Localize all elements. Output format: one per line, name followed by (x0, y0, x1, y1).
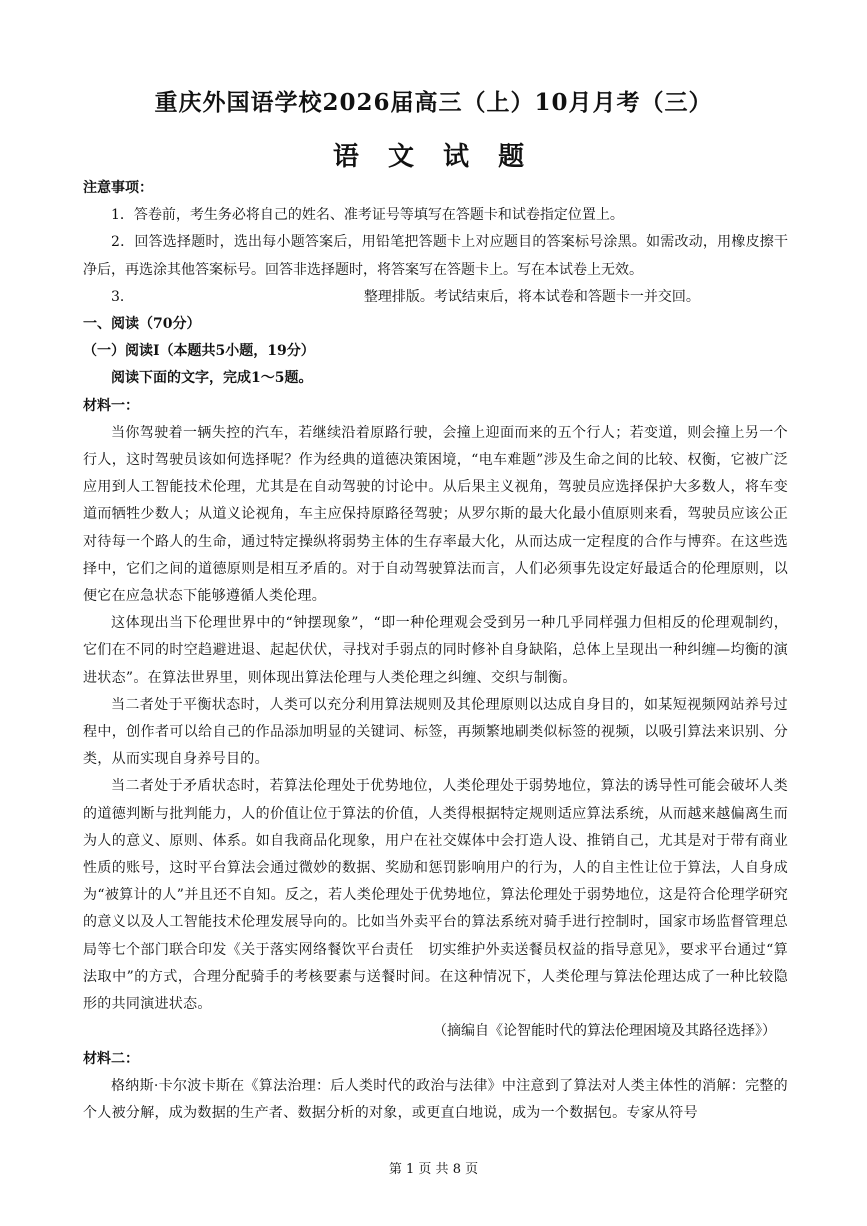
section-heading-reading: 一、阅读（70分） (83, 316, 201, 333)
exam-body (83, 175, 788, 1127)
notice-item-1: 1．答卷前，考生务必将自己的姓名、准考证号等填写在答题卡和试卷指定位置上。 (111, 207, 624, 224)
page-number: 第 1 页 共 8 页 (388, 1162, 479, 1177)
material-2-label: 材料二： (83, 1050, 139, 1067)
subject-title: 语 文 试 题 (332, 142, 535, 172)
notice-item-3 (83, 284, 788, 311)
material-1-paragraph-2: 这体现出当下伦理世界中的“钟摆现象”，“即一种伦理观会受到另一种几乎同样强力但相反的伦理观制约，它们在不同的时空趋避进退、起起伏伏，寻找对手弱点的同时修补自身缺陷，总体上呈现出一种纠缠—均衡的演进状态”。在算法世界里，则体现出算法伦理与人类伦理之纠缠、交织与制衡。 (83, 615, 788, 686)
notice-item-3-text: 整理排版。考试结束后，将本试卷和答题卡一并交回。 (363, 288, 700, 305)
notice-heading: 注意事项： (83, 180, 153, 196)
material-2-paragraph-1: 格纳斯·卡尔波卡斯在《算法治理：后人类时代的政治与法律》中注意到了算法对人类主体性的消解：完整的个人被分解，成为数据的生产者、数据分析的对象，或更直白地说，成为一个数据包。专家从符号 (83, 1077, 788, 1121)
material-1-label: 材料一： (83, 397, 139, 414)
material-1-paragraph-4: 当二者处于矛盾状态时，若算法伦理处于优势地位，人类伦理处于弱势地位，算法的诱导性可能会破坏人类的道德判断与批判能力，人的价值让位于算法的价值，人类得根据特定规则适应算法系统，从而越来越偏离生而为人的意义、原则、体系。如自我商品化现象，用户在社交媒体中会打造人设、推销自己，尤其是对于带有商业性质的账号，这时平台算法会通过微妙的数据、奖励和惩罚影响用户的行为，人的自主性让位于算法，人自身成为“被算计的人”并且还不自知。反之，若人类伦理处于优势地位，算法伦理处于弱势地位，这是符合伦理学研究的意义以及人工智能技术伦理发展导向的。比如当外卖平台的算法系统对骑手进行控制时，国家市场监督管理总局等七个部门联合印发《关于落实网络餐饮平台责任 切实维护外卖送餐员权益的指导意见》，要求平台通过“算法取中”的方式，合理分配骑手的考核要素与送餐时间。在这种情况下，人类伦理与算法伦理达成了一种比较隐形的共同演进状态。 (83, 778, 788, 1013)
notice-item-3-number: 3． (111, 288, 134, 305)
material-1-paragraph-1: 当你驾驶着一辆失控的汽车，若继续沿着原路行驶，会撞上迎面而来的五个行人；若变道，则会撞上另一个行人，这时驾驶员该如何选择呢？作为经典的道德决策困境，“电车难题”涉及生命之间的比较、权衡，它被广泛应用到人工智能技术伦理，尤其是在自动驾驶的讨论中。从后果主义视角，驾驶员应选择保护大多数人，将车变道而牺牲少数人；从道义论视角，车主应保持原路径驾驶；从罗尔斯的最大化最小值原则来看，驾驶员应该公正对待每一个路人的生命，通过特定操纵将弱势主体的生存率最大化，从而达成一定程度的合作与博弈。在这些选择中，它们之间的道德原则是相互矛盾的。对于自动驾驶算法而言，人们必须事先设定好最适合的伦理原则，以便它在应急状态下能够遵循人类伦理。 (83, 424, 788, 605)
material-1-paragraph-3: 当二者处于平衡状态时，人类可以充分利用算法规则及其伦理原则以达成自身目的，如某短视频网站养号过程中，创作者可以给自己的作品添加明显的关键词、标签，再频繁地刷类似标签的视频，以吸引算法来识别、分类，从而实现自身养号目的。 (83, 696, 788, 768)
notice-item-2: 2．回答选择题时，选出每小题答案后，用铅笔把答题卡上对应题目的答案标号涂黑。如需改动，用橡皮擦干净后，再选涂其他答案标号。回答非选择题时，将答案写在答题卡上。写在本试卷上无效。 (83, 234, 788, 278)
reading-instruction: 阅读下面的文字，完成1～5题。 (111, 370, 313, 387)
subsection-heading-reading-1: （一）阅读Ⅰ（本题共5小题，19分） (83, 343, 315, 360)
material-1-source: （摘编自《论智能时代的算法伦理困境及其路径选择》） (433, 1023, 776, 1040)
exam-title: 重庆外国语学校2026届高三（上）10月月考（三） (154, 89, 713, 116)
